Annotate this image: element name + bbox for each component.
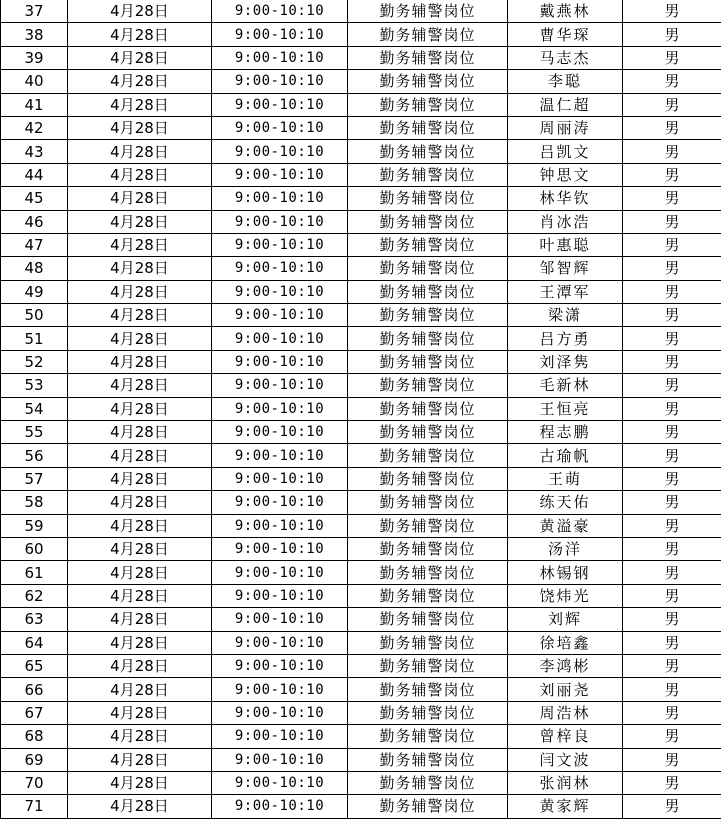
gender-cell: 男 — [623, 374, 721, 397]
table-row — [1, 140, 721, 163]
row-number-cell: 50 — [1, 304, 68, 327]
exam-time-cell: 9:00-10:10 — [212, 327, 348, 350]
exam-time-cell: 9:00-10:10 — [212, 46, 348, 69]
exam-time-cell: 9:00-10:10 — [212, 187, 348, 210]
row-number-cell: 46 — [1, 210, 68, 233]
row-number-cell: 58 — [1, 491, 68, 514]
gender-cell: 男 — [623, 725, 721, 748]
candidate-name-cell: 毛新林 — [508, 374, 623, 397]
gender-cell: 男 — [623, 537, 721, 560]
exam-date-cell: 4月28日 — [68, 280, 212, 303]
exam-date-cell: 4月28日 — [68, 187, 212, 210]
exam-time-cell: 9:00-10:10 — [212, 654, 348, 677]
exam-date-cell: 4月28日 — [68, 210, 212, 233]
exam-time-cell: 9:00-10:10 — [212, 0, 348, 23]
row-number-cell: 59 — [1, 514, 68, 537]
candidate-name-cell: 曹华琛 — [508, 23, 623, 46]
exam-date-cell: 4月28日 — [68, 374, 212, 397]
gender-cell: 男 — [623, 654, 721, 677]
candidate-name-cell: 林锡钢 — [508, 561, 623, 584]
table-row — [1, 561, 721, 584]
gender-cell: 男 — [623, 350, 721, 373]
position-cell: 勤务辅警岗位 — [348, 0, 508, 23]
row-number-cell: 65 — [1, 654, 68, 677]
table-row — [1, 327, 721, 350]
exam-date-cell: 4月28日 — [68, 725, 212, 748]
gender-cell: 男 — [623, 304, 721, 327]
row-number-cell: 55 — [1, 421, 68, 444]
gender-cell: 男 — [623, 397, 721, 420]
table-row — [1, 70, 721, 93]
position-cell: 勤务辅警岗位 — [348, 608, 508, 631]
position-cell: 勤务辅警岗位 — [348, 444, 508, 467]
exam-time-cell: 9:00-10:10 — [212, 491, 348, 514]
exam-date-cell: 4月28日 — [68, 421, 212, 444]
candidate-name-cell: 王潭军 — [508, 280, 623, 303]
candidate-name-cell: 闫文波 — [508, 748, 623, 771]
exam-time-cell: 9:00-10:10 — [212, 795, 348, 818]
row-number-cell: 54 — [1, 397, 68, 420]
position-cell: 勤务辅警岗位 — [348, 514, 508, 537]
position-cell: 勤务辅警岗位 — [348, 421, 508, 444]
gender-cell: 男 — [623, 631, 721, 654]
table-row — [1, 421, 721, 444]
table-row — [1, 233, 721, 256]
candidate-name-cell: 黄家辉 — [508, 795, 623, 818]
gender-cell: 男 — [623, 421, 721, 444]
exam-time-cell: 9:00-10:10 — [212, 350, 348, 373]
gender-cell: 男 — [623, 163, 721, 186]
candidate-name-cell: 程志鹏 — [508, 421, 623, 444]
exam-date-cell: 4月28日 — [68, 608, 212, 631]
row-number-cell: 57 — [1, 467, 68, 490]
exam-date-cell: 4月28日 — [68, 46, 212, 69]
table-row — [1, 748, 721, 771]
candidate-name-cell: 邹智辉 — [508, 257, 623, 280]
candidate-name-cell: 练天佑 — [508, 491, 623, 514]
exam-time-cell: 9:00-10:10 — [212, 725, 348, 748]
position-cell: 勤务辅警岗位 — [348, 537, 508, 560]
gender-cell: 男 — [623, 257, 721, 280]
row-number-cell: 40 — [1, 70, 68, 93]
gender-cell: 男 — [623, 771, 721, 794]
position-cell: 勤务辅警岗位 — [348, 725, 508, 748]
table-row — [1, 210, 721, 233]
candidate-name-cell: 周浩林 — [508, 701, 623, 724]
table-row — [1, 46, 721, 69]
row-number-cell: 67 — [1, 701, 68, 724]
position-cell: 勤务辅警岗位 — [348, 116, 508, 139]
position-cell: 勤务辅警岗位 — [348, 584, 508, 607]
candidate-name-cell: 王萌 — [508, 467, 623, 490]
position-cell: 勤务辅警岗位 — [348, 795, 508, 818]
candidate-name-cell: 李聪 — [508, 70, 623, 93]
exam-date-cell: 4月28日 — [68, 654, 212, 677]
position-cell: 勤务辅警岗位 — [348, 304, 508, 327]
candidate-name-cell: 饶炜光 — [508, 584, 623, 607]
row-number-cell: 43 — [1, 140, 68, 163]
candidate-name-cell: 林华钦 — [508, 187, 623, 210]
exam-time-cell: 9:00-10:10 — [212, 140, 348, 163]
candidate-name-cell: 周丽涛 — [508, 116, 623, 139]
table-row — [1, 584, 721, 607]
exam-date-cell: 4月28日 — [68, 140, 212, 163]
gender-cell: 男 — [623, 584, 721, 607]
position-cell: 勤务辅警岗位 — [348, 748, 508, 771]
exam-date-cell: 4月28日 — [68, 93, 212, 116]
candidate-name-cell: 吕凯文 — [508, 140, 623, 163]
row-number-cell: 37 — [1, 0, 68, 23]
candidate-name-cell: 钟思文 — [508, 163, 623, 186]
position-cell: 勤务辅警岗位 — [348, 350, 508, 373]
exam-time-cell: 9:00-10:10 — [212, 93, 348, 116]
exam-date-cell: 4月28日 — [68, 116, 212, 139]
exam-date-cell: 4月28日 — [68, 163, 212, 186]
exam-date-cell: 4月28日 — [68, 631, 212, 654]
exam-date-cell: 4月28日 — [68, 561, 212, 584]
table-row — [1, 23, 721, 46]
roster-body — [1, 0, 721, 818]
position-cell: 勤务辅警岗位 — [348, 70, 508, 93]
candidate-name-cell: 曾梓良 — [508, 725, 623, 748]
gender-cell: 男 — [623, 491, 721, 514]
position-cell: 勤务辅警岗位 — [348, 257, 508, 280]
position-cell: 勤务辅警岗位 — [348, 701, 508, 724]
gender-cell: 男 — [623, 608, 721, 631]
gender-cell: 男 — [623, 280, 721, 303]
gender-cell: 男 — [623, 116, 721, 139]
position-cell: 勤务辅警岗位 — [348, 140, 508, 163]
exam-time-cell: 9:00-10:10 — [212, 584, 348, 607]
exam-time-cell: 9:00-10:10 — [212, 304, 348, 327]
exam-date-cell: 4月28日 — [68, 327, 212, 350]
table-row — [1, 514, 721, 537]
row-number-cell: 45 — [1, 187, 68, 210]
row-number-cell: 49 — [1, 280, 68, 303]
exam-date-cell: 4月28日 — [68, 467, 212, 490]
row-number-cell: 56 — [1, 444, 68, 467]
row-number-cell: 71 — [1, 795, 68, 818]
exam-time-cell: 9:00-10:10 — [212, 444, 348, 467]
gender-cell: 男 — [623, 0, 721, 23]
position-cell: 勤务辅警岗位 — [348, 327, 508, 350]
candidate-name-cell: 徐培鑫 — [508, 631, 623, 654]
candidate-name-cell: 古瑜帆 — [508, 444, 623, 467]
exam-time-cell: 9:00-10:10 — [212, 514, 348, 537]
gender-cell: 男 — [623, 795, 721, 818]
table-row — [1, 187, 721, 210]
exam-time-cell: 9:00-10:10 — [212, 467, 348, 490]
exam-time-cell: 9:00-10:10 — [212, 374, 348, 397]
exam-date-cell: 4月28日 — [68, 257, 212, 280]
candidate-name-cell: 吕方勇 — [508, 327, 623, 350]
row-number-cell: 68 — [1, 725, 68, 748]
gender-cell: 男 — [623, 327, 721, 350]
table-row — [1, 608, 721, 631]
gender-cell: 男 — [623, 748, 721, 771]
position-cell: 勤务辅警岗位 — [348, 678, 508, 701]
position-cell: 勤务辅警岗位 — [348, 163, 508, 186]
row-number-cell: 70 — [1, 771, 68, 794]
exam-date-cell: 4月28日 — [68, 350, 212, 373]
gender-cell: 男 — [623, 467, 721, 490]
exam-date-cell: 4月28日 — [68, 748, 212, 771]
exam-date-cell: 4月28日 — [68, 701, 212, 724]
exam-date-cell: 4月28日 — [68, 233, 212, 256]
table-row — [1, 397, 721, 420]
exam-time-cell: 9:00-10:10 — [212, 116, 348, 139]
row-number-cell: 39 — [1, 46, 68, 69]
candidate-name-cell: 李鸿彬 — [508, 654, 623, 677]
exam-time-cell: 9:00-10:10 — [212, 397, 348, 420]
table-row — [1, 163, 721, 186]
row-number-cell: 38 — [1, 23, 68, 46]
position-cell: 勤务辅警岗位 — [348, 397, 508, 420]
position-cell: 勤务辅警岗位 — [348, 561, 508, 584]
row-number-cell: 62 — [1, 584, 68, 607]
position-cell: 勤务辅警岗位 — [348, 23, 508, 46]
gender-cell: 男 — [623, 444, 721, 467]
position-cell: 勤务辅警岗位 — [348, 467, 508, 490]
gender-cell: 男 — [623, 70, 721, 93]
exam-time-cell: 9:00-10:10 — [212, 233, 348, 256]
exam-date-cell: 4月28日 — [68, 514, 212, 537]
exam-time-cell: 9:00-10:10 — [212, 70, 348, 93]
exam-time-cell: 9:00-10:10 — [212, 23, 348, 46]
table-row — [1, 374, 721, 397]
position-cell: 勤务辅警岗位 — [348, 187, 508, 210]
exam-time-cell: 9:00-10:10 — [212, 210, 348, 233]
gender-cell: 男 — [623, 233, 721, 256]
exam-time-cell: 9:00-10:10 — [212, 771, 348, 794]
exam-time-cell: 9:00-10:10 — [212, 561, 348, 584]
exam-time-cell: 9:00-10:10 — [212, 678, 348, 701]
position-cell: 勤务辅警岗位 — [348, 46, 508, 69]
candidate-name-cell: 戴燕林 — [508, 0, 623, 23]
row-number-cell: 66 — [1, 678, 68, 701]
candidate-name-cell: 马志杰 — [508, 46, 623, 69]
exam-date-cell: 4月28日 — [68, 397, 212, 420]
position-cell: 勤务辅警岗位 — [348, 491, 508, 514]
gender-cell: 男 — [623, 514, 721, 537]
table-row — [1, 795, 721, 818]
table-row — [1, 654, 721, 677]
candidate-name-cell: 张润林 — [508, 771, 623, 794]
gender-cell: 男 — [623, 93, 721, 116]
gender-cell: 男 — [623, 701, 721, 724]
exam-date-cell: 4月28日 — [68, 444, 212, 467]
candidate-name-cell: 刘泽隽 — [508, 350, 623, 373]
table-row — [1, 116, 721, 139]
gender-cell: 男 — [623, 210, 721, 233]
candidate-name-cell: 温仁超 — [508, 93, 623, 116]
exam-time-cell: 9:00-10:10 — [212, 421, 348, 444]
row-number-cell: 52 — [1, 350, 68, 373]
exam-date-cell: 4月28日 — [68, 771, 212, 794]
table-row — [1, 631, 721, 654]
table-row — [1, 701, 721, 724]
table-row — [1, 0, 721, 23]
candidate-name-cell: 肖冰浩 — [508, 210, 623, 233]
gender-cell: 男 — [623, 46, 721, 69]
row-number-cell: 41 — [1, 93, 68, 116]
position-cell: 勤务辅警岗位 — [348, 771, 508, 794]
candidate-name-cell: 汤洋 — [508, 537, 623, 560]
table-row — [1, 280, 721, 303]
row-number-cell: 53 — [1, 374, 68, 397]
position-cell: 勤务辅警岗位 — [348, 654, 508, 677]
candidate-name-cell: 梁潇 — [508, 304, 623, 327]
row-number-cell: 64 — [1, 631, 68, 654]
exam-date-cell: 4月28日 — [68, 795, 212, 818]
table-row — [1, 491, 721, 514]
row-number-cell: 61 — [1, 561, 68, 584]
table-row — [1, 771, 721, 794]
row-number-cell: 60 — [1, 537, 68, 560]
exam-date-cell: 4月28日 — [68, 70, 212, 93]
table-row — [1, 678, 721, 701]
exam-date-cell: 4月28日 — [68, 537, 212, 560]
gender-cell: 男 — [623, 187, 721, 210]
gender-cell: 男 — [623, 23, 721, 46]
gender-cell: 男 — [623, 561, 721, 584]
exam-time-cell: 9:00-10:10 — [212, 537, 348, 560]
table-row — [1, 350, 721, 373]
exam-time-cell: 9:00-10:10 — [212, 701, 348, 724]
position-cell: 勤务辅警岗位 — [348, 210, 508, 233]
row-number-cell: 42 — [1, 116, 68, 139]
table-row — [1, 444, 721, 467]
table-row — [1, 725, 721, 748]
row-number-cell: 47 — [1, 233, 68, 256]
exam-time-cell: 9:00-10:10 — [212, 280, 348, 303]
row-number-cell: 69 — [1, 748, 68, 771]
table-row — [1, 537, 721, 560]
position-cell: 勤务辅警岗位 — [348, 280, 508, 303]
position-cell: 勤务辅警岗位 — [348, 233, 508, 256]
candidate-name-cell: 叶惠聪 — [508, 233, 623, 256]
table-row — [1, 304, 721, 327]
exam-date-cell: 4月28日 — [68, 678, 212, 701]
candidate-name-cell: 黄溢豪 — [508, 514, 623, 537]
exam-date-cell: 4月28日 — [68, 304, 212, 327]
gender-cell: 男 — [623, 678, 721, 701]
table-row — [1, 467, 721, 490]
exam-time-cell: 9:00-10:10 — [212, 748, 348, 771]
position-cell: 勤务辅警岗位 — [348, 93, 508, 116]
row-number-cell: 63 — [1, 608, 68, 631]
exam-date-cell: 4月28日 — [68, 0, 212, 23]
position-cell: 勤务辅警岗位 — [348, 374, 508, 397]
candidate-name-cell: 刘辉 — [508, 608, 623, 631]
table-row — [1, 257, 721, 280]
exam-time-cell: 9:00-10:10 — [212, 608, 348, 631]
exam-date-cell: 4月28日 — [68, 584, 212, 607]
exam-date-cell: 4月28日 — [68, 23, 212, 46]
table-row — [1, 93, 721, 116]
row-number-cell: 48 — [1, 257, 68, 280]
candidate-name-cell: 刘丽尧 — [508, 678, 623, 701]
position-cell: 勤务辅警岗位 — [348, 631, 508, 654]
candidate-name-cell: 王恒亮 — [508, 397, 623, 420]
exam-date-cell: 4月28日 — [68, 491, 212, 514]
exam-time-cell: 9:00-10:10 — [212, 631, 348, 654]
row-number-cell: 51 — [1, 327, 68, 350]
gender-cell: 男 — [623, 140, 721, 163]
exam-time-cell: 9:00-10:10 — [212, 257, 348, 280]
row-number-cell: 44 — [1, 163, 68, 186]
exam-time-cell: 9:00-10:10 — [212, 163, 348, 186]
